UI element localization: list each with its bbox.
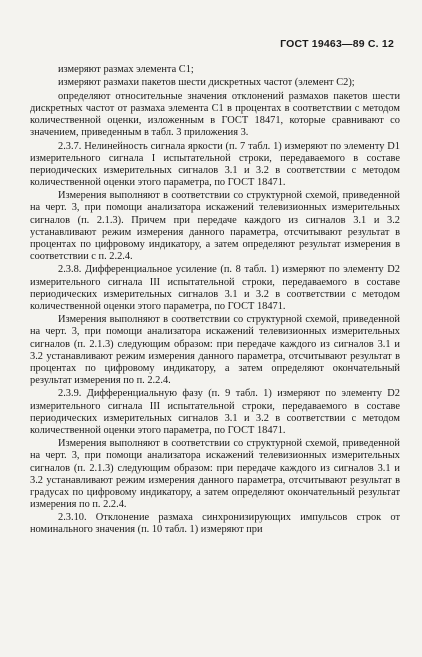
paragraph: Измерения выполняют в соответствии со структурной схемой, приведенной на черт. 3, при помощи анализатора искажений телевизионных измерительных сигналов (п. 2.1.3). Причем при передаче каждого из сигналов 3.1 и 3.2 устанавливают режим измерения данного параметра, отсчитывают результат в процентах по цифровому индикатору, а затем определяют результат измерения в соответствии с п. 2.2.4. bbox=[30, 190, 400, 263]
paragraph: 2.3.9. Дифференциальную фазу (п. 9 табл. 1) измеряют по элементу D2 измерительного сигнала III испытательной строки, передаваемого в составе периодических измерительных сигналов 3.1 и 3.2 в соответствии с методом количественной оценки этого параметра, по ГОСТ 18471. bbox=[30, 388, 400, 436]
page-header: ГОСТ 19463—89 С. 12 bbox=[280, 38, 394, 50]
paragraph: измеряют размах элемента С1; bbox=[58, 64, 194, 75]
paragraph: Измерения выполняют в соответствии со структурной схемой, приведенной на черт. 3, при помощи анализатора искажений телевизионных измерительных сигналов (п. 2.1.3) следующим образом: при передаче каждого из сигналов 3.1 и 3.2 устанавливают режим измерения данного параметра, отсчитывают результат в градусах по цифровому индикатору, а затем определяют окончательный результат измерения по п. 2.2.4. bbox=[30, 438, 400, 510]
document-body bbox=[30, 64, 400, 537]
paragraph: Измерения выполняют в соответствии со структурной схемой, приведенной на черт. 3, при помощи анализатора искажений телевизионных измерительных сигналов (п. 2.1.3) следующим образом: при передаче каждого из сигналов 3.1 и 3.2 устанавливают режим измерения данного параметра, отсчитывают результат в процентах по цифровому индикатору, а затем определяют окончательный результат измерения по п. 2.2.4. bbox=[30, 314, 400, 387]
paragraph: 2.3.7. Нелинейность сигнала яркости (п. 7 табл. 1) измеряют по элементу D1 измерительного сигнала I испытательной строки, передаваемого в составе периодических измерительных сигналов 3.1 и 3.2 в соответствии с методом количественной оценки этого параметра, по ГОСТ 18471. bbox=[30, 140, 400, 188]
paragraph: 2.3.8. Дифференциальное усиление (п. 8 табл. 1) измеряют по элементу D2 измерительного сигнала III испытательной строки, передаваемого в составе периодических измерительных сигналов 3.1 и 3.2 в соответствии с методом количественной оценки этого параметра, по ГОСТ 18471. bbox=[30, 264, 400, 312]
paragraph: определяют относительные значения отклонений размахов пакетов шести дискретных частот от размаха элемента С1 в процентах в соответствии с методом количественной оценки, изложенным в ГОСТ 18471, которые сравнивают со значением, приведенным в табл. 3 приложения 3. bbox=[30, 90, 400, 139]
paragraph: измеряют размахи пакетов шести дискретных частот (элемент С2); bbox=[58, 77, 355, 89]
paragraph: 2.3.10. Отклонение размаха синхронизирующих импульсов строк от номинального значения (п. 10 табл. 1) измеряют при bbox=[30, 512, 400, 536]
